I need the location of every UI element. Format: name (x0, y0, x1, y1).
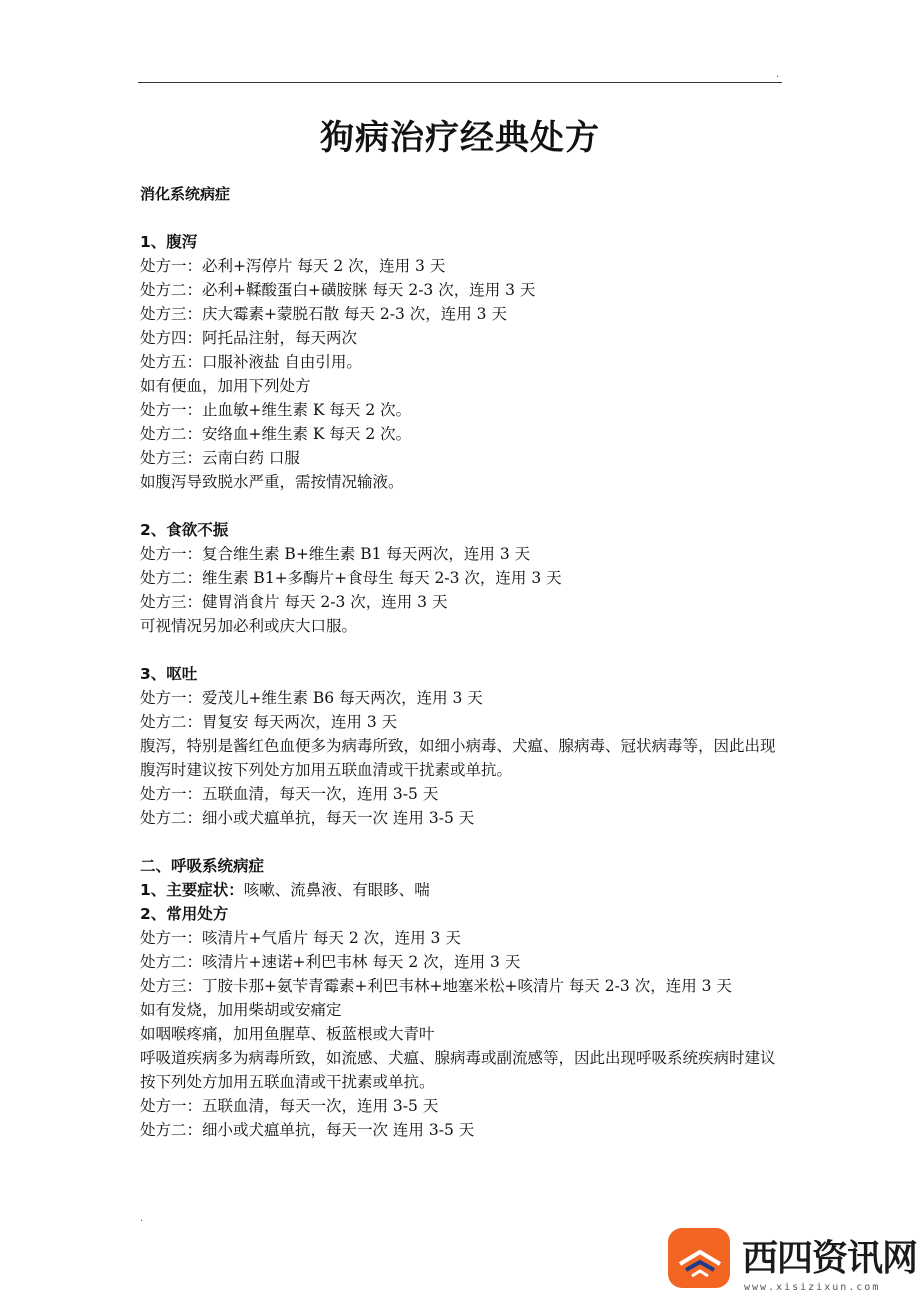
prescription-line: 腹泻，特别是酱红色血便多为病毒所致，如细小病毒、犬瘟、腺病毒、冠状病毒等，因此出现腹泻时建议按下列处方加用五联血清或干扰素或单抗。 (140, 737, 776, 779)
prescription-line: 如腹泻导致脱水严重，需按情况输液。 (140, 473, 404, 491)
watermark-text: 西四资讯网 (742, 1238, 918, 1279)
prescription-block (140, 518, 788, 638)
prescription-line: 处方二：咳清片+速诺+利巴韦林 每天 2 次，连用 3 天 (140, 953, 521, 971)
prescription-line: 处方二：必利+鞣酸蛋白+磺胺脒 每天 2-3 次，连用 3 天 (140, 281, 536, 299)
prescription-line: 处方一：复合维生素 B+维生素 B1 每天两次，连用 3 天 (140, 545, 531, 563)
prescription-line: 处方三：健胃消食片 每天 2-3 次，连用 3 天 (140, 593, 448, 611)
symptom-label: 1、主要症状： (140, 881, 244, 899)
symptom-list: 咳嗽、流鼻液、有眼眵、喘 (243, 881, 430, 899)
prescription-block (140, 230, 788, 494)
block-heading: 二、呼吸系统病症 (140, 857, 265, 875)
prescription-block (140, 662, 788, 830)
prescription-line: 如咽喉疼痛，加用鱼腥草、板蓝根或大青叶 (140, 1025, 435, 1043)
prescription-line: 处方五：口服补液盐 自由引用。 (140, 353, 362, 371)
prescription-line: 如有发烧，加用柴胡或安痛定 (140, 1001, 342, 1019)
block-heading: 3、呕吐 (140, 665, 198, 683)
prescription-line: 处方一：必利+泻停片 每天 2 次，连用 3 天 (140, 257, 446, 275)
block-heading: 2、常用处方 (140, 905, 229, 923)
footer-dot: . (140, 1213, 144, 1224)
block-gap (140, 830, 788, 854)
document-title: 狗病治疗经典处方 (320, 118, 600, 158)
section-label: 消化系统病症 (140, 185, 231, 203)
prescription-line: 处方三：丁胺卡那+氨苄青霉素+利巴韦林+地塞米松+咳清片 每天 2-3 次，连用 3 天 (140, 977, 732, 995)
prescription-line: 处方一：五联血清，每天一次，连用 3-5 天 (140, 785, 439, 803)
prescription-line: 呼吸道疾病多为病毒所致，如流感、犬瘟、腺病毒或副流感等，因此出现呼吸系统疾病时建议按下列处方加用五联血清或干扰素或单抗。 (140, 1049, 776, 1091)
prescription-line: 处方一：止血敏+维生素 K 每天 2 次。 (140, 401, 412, 419)
watermark-subtext: www.xisizixun.com (744, 1282, 881, 1293)
prescription-line: 如有便血，加用下列处方 (140, 377, 311, 395)
block-gap (140, 494, 788, 518)
prescription-line: 处方二：细小或犬瘟单抗，每天一次 连用 3-5 天 (140, 1121, 475, 1139)
document-body (140, 182, 788, 1142)
prescription-line: 处方二：胃复安 每天两次，连用 3 天 (140, 713, 398, 731)
prescription-block (140, 854, 788, 1142)
block-gap (140, 638, 788, 662)
watermark-logo-icon (666, 1224, 734, 1292)
block-heading: 1、腹泻 (140, 233, 198, 251)
watermark-logo (662, 1222, 918, 1298)
header-dot: . (776, 69, 780, 80)
prescription-line: 处方二：安络血+维生素 K 每天 2 次。 (140, 425, 412, 443)
prescription-line: 处方三：云南白药 口服 (140, 449, 300, 467)
prescription-line: 处方一：咳清片+气盾片 每天 2 次，连用 3 天 (140, 929, 461, 947)
prescription-line: 处方一：五联血清，每天一次，连用 3-5 天 (140, 1097, 439, 1115)
block-heading: 2、食欲不振 (140, 521, 229, 539)
prescription-line: 处方二：维生素 B1+多酶片+食母生 每天 2-3 次，连用 3 天 (140, 569, 562, 587)
prescription-line: 处方三：庆大霉素+蒙脱石散 每天 2-3 次，连用 3 天 (140, 305, 507, 323)
prescription-line: 处方二：细小或犬瘟单抗，每天一次 连用 3-5 天 (140, 809, 475, 827)
prescription-line: 处方四：阿托品注射，每天两次 (140, 329, 358, 347)
symptom-line (140, 878, 788, 902)
prescription-blocks (140, 230, 788, 1142)
prescription-line: 处方一：爱茂儿+维生素 B6 每天两次，连用 3 天 (140, 689, 483, 707)
prescription-line: 可视情况另加必利或庆大口服。 (140, 617, 358, 635)
header-rule (138, 82, 782, 83)
